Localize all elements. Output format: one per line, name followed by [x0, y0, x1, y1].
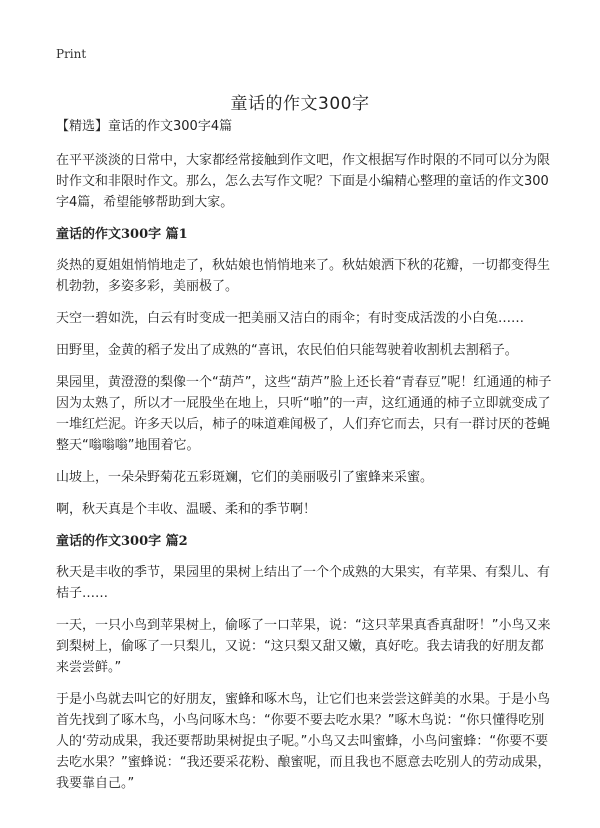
paragraph: 果园里，黄澄澄的梨像一个“葫芦”，这些“葫芦”脸上还长着“青春豆”呢！红通通的柿子因为太熟了，所以才一屁股坐在地上，只听“啪”的一声，这红通通的柿子立即就变成了一堆红烂泥。许多天以后，柿子的味道难闻极了，人们弃它而去，只有一群讨厌的苍蝇整天“嗡嗡嗡”地围着它。	[56, 375, 552, 453]
paragraph: 天空一碧如洗，白云有时变成一把美丽又洁白的雨伞；有时变成活泼的小白兔……	[56, 311, 525, 326]
intro-paragraph: 在平平淡淡的日常中，大家都经常接触到作文吧，作文根据写作时限的不同可以分为限时作文和非限时作文。那么，怎么去写作文呢？下面是小编精心整理的童话的作文300字4篇，希望能够帮助到大家。	[56, 153, 551, 210]
print-link[interactable]: Print	[56, 47, 87, 61]
paragraph: 一天，一只小鸟到苹果树上，偷啄了一口苹果，说：“这只苹果真香真甜呀！”小鸟又来到梨树上，偷啄了一只梨儿，又说：“这只梨又甜又嫩，真好吃。我去请我的好朋友都来尝尝鲜。”	[56, 618, 551, 675]
paragraph: 田野里，金黄的稻子发出了成熟的“喜讯，农民伯伯只能驾驶着收割机去割稻子。	[56, 343, 518, 358]
section-heading-1: 童话的作文300字 篇1	[56, 227, 188, 242]
paragraph: 炎热的夏姐姐悄悄地走了，秋姑娘也悄悄地来了。秋姑娘洒下秋的花瓣，一切都变得生机勃勃，多姿多彩，美丽极了。	[56, 258, 551, 294]
paragraph: 秋天是丰收的季节，果园里的果树上结出了一个个成熟的大果实，有苹果、有梨儿、有桔子……	[56, 565, 551, 601]
article-body	[56, 116, 552, 805]
paragraph: 于是小鸟就去叫它的好朋友，蜜蜂和啄木鸟，让它们也来尝尝这鲜美的水果。于是小鸟首先找到了啄木鸟，小鸟问啄木鸟：“你要不要去吃水果？”啄木鸟说：“你只懂得吃别人的‘劳动成果，我还要帮助果树捉虫子呢。”小鸟又去叫蜜蜂，小鸟问蜜蜂：“你要不要去吃水果？”蜜蜂说：“我还要采花粉、酿蜜呢，而且我也不愿意去吃别人的劳动成果，我要靠自己。”	[56, 692, 551, 791]
paragraph: 啊，秋天真是个丰收、温暖、柔和的季节啊！	[56, 502, 317, 517]
section-heading-2: 童话的作文300字 篇2	[56, 534, 188, 549]
page-title: 童话的作文300字	[230, 94, 370, 115]
article-subtitle: 【精选】童话的作文300字4篇	[56, 119, 233, 134]
paragraph: 山坡上，一朵朵野菊花五彩斑斓，它们的美丽吸引了蜜蜂来采蜜。	[56, 470, 434, 485]
